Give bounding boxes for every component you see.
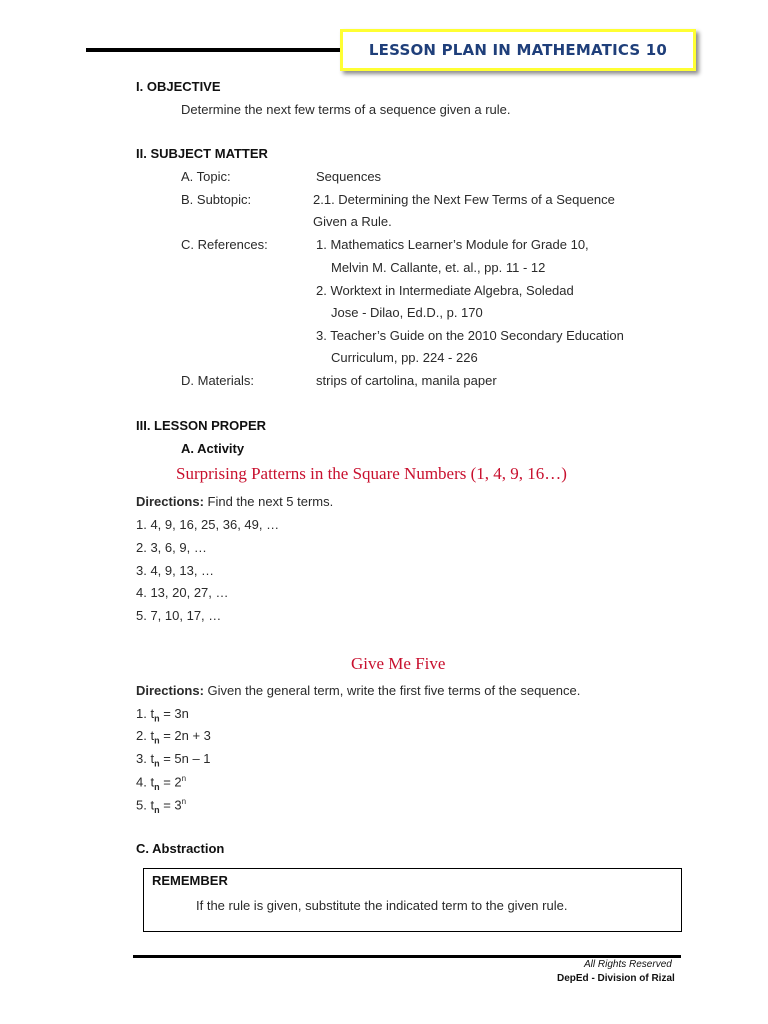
directions-label: Directions:: [136, 683, 204, 698]
reference-3-line-1: 3. Teacher’s Guide on the 2010 Secondary Education: [316, 328, 624, 343]
objective-heading: I. OBJECTIVE: [136, 79, 221, 94]
objective-text: Determine the next few terms of a sequence given a rule.: [181, 102, 511, 117]
list-item: 5. 7, 10, 17, …: [136, 608, 222, 623]
formula-item: [136, 728, 211, 746]
reference-1-line-2: Melvin M. Callante, et. al., pp. 11 - 12: [331, 260, 546, 275]
references-label: C. References:: [181, 237, 268, 252]
subtopic-line-2: Given a Rule.: [313, 214, 392, 229]
formula-item: [136, 706, 189, 724]
list-item: 2. 3, 6, 9, …: [136, 540, 207, 555]
formula-item: [136, 797, 186, 815]
list-item: 4. 13, 20, 27, …: [136, 585, 229, 600]
subject-matter-heading: II. SUBJECT MATTER: [136, 146, 268, 161]
reference-3-line-2: Curriculum, pp. 224 - 226: [331, 350, 478, 365]
formula-exponent: n: [181, 797, 187, 806]
reference-2-line-1: 2. Worktext in Intermediate Algebra, Soledad: [316, 283, 574, 298]
activity-heading: A. Activity: [181, 441, 245, 456]
formula-exponent: n: [181, 774, 187, 783]
page-title: LESSON PLAN IN MATHEMATICS 10: [368, 41, 668, 59]
formula-subscript: n: [154, 804, 160, 815]
formula-item: [136, 774, 186, 792]
directions-label: Directions:: [136, 494, 204, 509]
abstraction-heading: C. Abstraction: [136, 841, 225, 856]
formula-rule: = 3n: [159, 706, 189, 721]
lesson-proper-heading: III. LESSON PROPER: [136, 418, 267, 433]
materials-value: strips of cartolina, manila paper: [316, 373, 497, 388]
footer-org: DepEd - Division of Rizal: [557, 973, 675, 984]
formula-rule: = 3: [159, 797, 182, 813]
formula-prefix: 2. t: [136, 728, 155, 743]
list-item: 1. 4, 9, 16, 25, 36, 49, …: [136, 517, 280, 532]
footer-rights: All Rights Reserved: [584, 959, 672, 970]
subtopic-label: B. Subtopic:: [181, 192, 252, 207]
formula-item: [136, 751, 211, 769]
formula-rule: = 5n – 1: [159, 751, 211, 766]
remember-text: If the rule is given, substitute the indicated term to the given rule.: [196, 898, 568, 913]
remember-box: [143, 868, 682, 932]
formula-prefix: 1. t: [136, 706, 155, 721]
footer-rule: [133, 955, 681, 958]
list-item: 3. 4, 9, 13, …: [136, 563, 215, 578]
formula-subscript: n: [154, 758, 160, 769]
formula-prefix: 3. t: [136, 751, 155, 766]
formula-subscript: n: [154, 713, 160, 724]
title-box: [340, 29, 696, 71]
remember-title: REMEMBER: [152, 873, 228, 888]
reference-2-line-2: Jose - Dilao, Ed.D., p. 170: [331, 305, 483, 320]
give-me-five-title: Give Me Five: [351, 654, 446, 673]
activity-directions: [136, 494, 333, 509]
subtopic-line-1: 2.1. Determining the Next Few Terms of a Sequence: [313, 192, 615, 207]
activity-title: Surprising Patterns in the Square Numbers (1, 4, 9, 16…): [176, 464, 567, 483]
formula-prefix: 5. t: [136, 797, 155, 813]
formula-prefix: 4. t: [136, 774, 155, 790]
reference-1-line-1: 1. Mathematics Learner’s Module for Grade 10,: [316, 237, 589, 252]
directions-text: Find the next 5 terms.: [203, 494, 334, 509]
materials-label: D. Materials:: [181, 373, 254, 388]
formula-subscript: n: [154, 735, 160, 746]
formula-rule: = 2: [159, 774, 182, 790]
topic-value: Sequences: [316, 169, 382, 184]
formula-subscript: n: [154, 781, 160, 792]
give-me-five-directions: [136, 683, 580, 698]
topic-label: A. Topic:: [181, 169, 231, 184]
formula-rule: = 2n + 3: [159, 728, 211, 743]
directions-text: Given the general term, write the first five terms of the sequence.: [203, 683, 581, 698]
header-rule: [86, 48, 348, 52]
